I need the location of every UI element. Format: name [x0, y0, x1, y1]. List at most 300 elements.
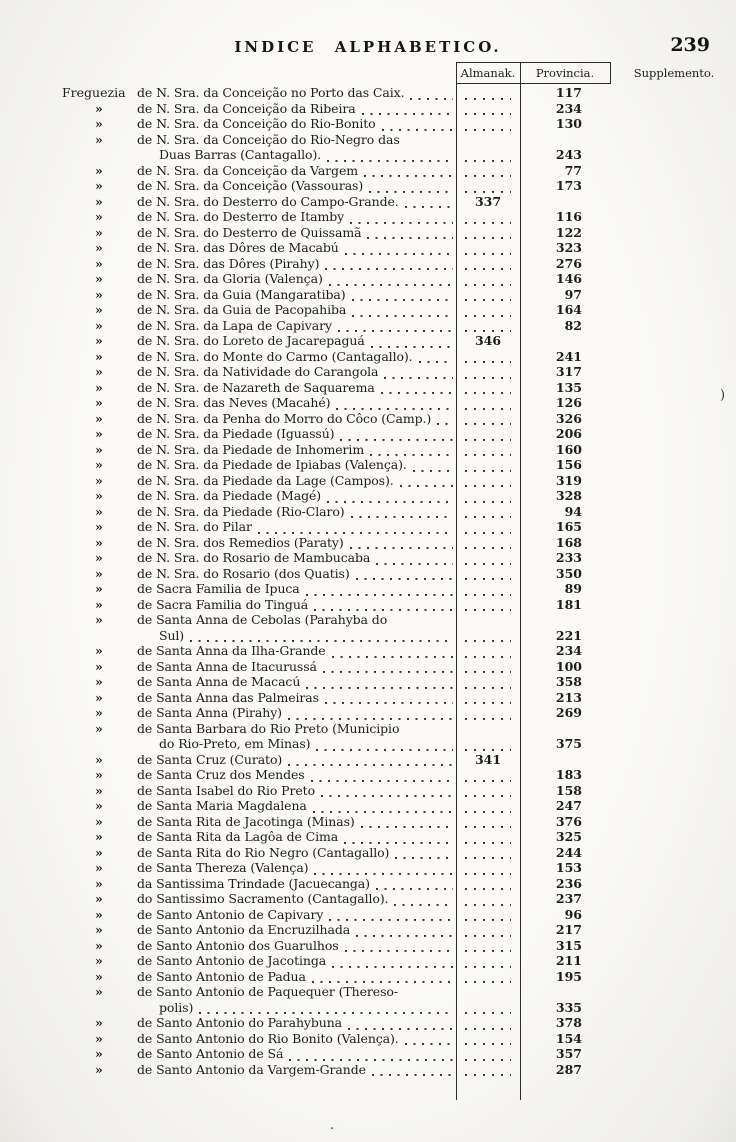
provincia-value: 181 [555, 596, 582, 612]
entry-line-text: de Santa Anna de Itacurussá [137, 658, 317, 674]
almanak-value [456, 969, 520, 985]
entry-line [137, 519, 456, 535]
dot-leader [437, 414, 453, 426]
ditto-mark: » [95, 317, 103, 333]
dot-leader [413, 461, 453, 473]
almanak-empty-dots [465, 585, 511, 597]
almanak-empty-dots [465, 631, 511, 643]
provincia-value: 158 [555, 782, 582, 798]
entry-line-text: de N. Sra. da Guia (Mangaratiba) [137, 286, 346, 302]
almanak-value [456, 178, 520, 194]
almanak-value [456, 550, 520, 566]
dot-leader [314, 864, 453, 876]
entry-line [137, 178, 456, 194]
ditto-mark: » [95, 193, 103, 209]
entry-line-text: de N. Sra. das Neves (Macahé) [137, 395, 331, 410]
entry-line [137, 581, 456, 597]
entry-text [137, 519, 456, 535]
entry-line-continuation [137, 736, 456, 752]
ditto-mark: » [95, 1046, 103, 1061]
index-row [0, 752, 610, 768]
entry-text [137, 860, 456, 876]
almanak-value [456, 783, 520, 799]
ditto-mark: » [95, 565, 103, 581]
dot-leader [325, 693, 453, 705]
ditto-mark: » [95, 705, 103, 720]
index-row [0, 907, 610, 923]
provincia-value: 358 [555, 674, 582, 689]
dot-leader [369, 182, 453, 194]
entry-line [137, 240, 456, 256]
entry-line [137, 271, 456, 287]
table-header-spacer [0, 64, 456, 82]
entry-line [137, 132, 456, 148]
entry-text [137, 783, 456, 799]
dot-leader [352, 290, 454, 302]
ditto-mark: » [95, 302, 103, 317]
index-row [0, 85, 610, 101]
index-row [0, 659, 610, 675]
provincia-value [520, 333, 610, 349]
provincia-value: 160 [555, 441, 582, 457]
entry-text [137, 411, 456, 427]
almanak-empty-dots [465, 182, 511, 194]
almanak-empty-dots [465, 972, 511, 984]
entry-line [137, 1062, 456, 1078]
provincia-value: 77 [564, 162, 582, 178]
entry-line-text: polis) [159, 999, 194, 1015]
entry-line-text: de N. Sra. da Natividade do Carangola [137, 364, 379, 379]
provincia-value: 135 [555, 379, 582, 395]
index-row [0, 674, 610, 690]
entry-text [137, 287, 456, 303]
almanak-empty-dots [465, 693, 511, 705]
ditto-mark: » [95, 596, 103, 612]
ditto-mark: » [95, 441, 103, 457]
index-row [0, 597, 610, 613]
index-row [0, 426, 610, 442]
ditto-mark: » [95, 829, 103, 844]
almanak-empty-dots [465, 321, 511, 333]
entry-text [137, 349, 456, 365]
index-row [0, 302, 610, 318]
entry-line [137, 674, 456, 690]
index-row [0, 116, 610, 132]
ditto-mark: » [95, 255, 103, 271]
almanak-empty-dots [465, 538, 511, 550]
entry-line [137, 101, 456, 117]
almanak-empty-dots [465, 1050, 511, 1062]
ditto-mark: » [95, 379, 103, 395]
entry-line-text: de Santa Anna de Macacú [137, 674, 301, 689]
entry-text [137, 225, 456, 241]
ditto-mark: » [95, 782, 103, 798]
entry-line [137, 380, 456, 396]
entry-line-text: de N. Sra. dos Remedios (Paraty) [137, 534, 344, 550]
almanak-empty-dots [465, 151, 511, 163]
ditto-mark: » [95, 906, 103, 922]
entry-line-text: de N. Sra. da Conceição da Ribeira [137, 100, 356, 116]
entry-line [137, 566, 456, 582]
provincia-value: 94 [564, 503, 582, 519]
entry-line-text: de Santo Antonio da Encruzilhada [137, 922, 351, 937]
entry-line-text: do Rio-Preto, em Minas) [159, 736, 311, 751]
almanak-value [456, 85, 520, 101]
index-row [0, 535, 610, 551]
entry-text [137, 845, 456, 861]
dot-leader [314, 600, 453, 612]
provincia-value: 319 [555, 472, 582, 488]
almanak-value [456, 318, 520, 334]
dot-leader [313, 802, 453, 814]
entry-line [137, 1015, 456, 1031]
entry-line-text: de Sacra Familia de Ipuca [137, 581, 300, 596]
entry-text [137, 566, 456, 582]
entry-line [137, 116, 456, 132]
almanak-value [456, 721, 520, 752]
entry-text [137, 535, 456, 551]
almanak-value [456, 659, 520, 675]
provincia-value: 221 [555, 627, 582, 643]
dot-leader [376, 554, 453, 566]
row-heading: Freguezia [62, 85, 126, 100]
entry-line-text: de N. Sra. da Conceição (Vassouras) [137, 178, 364, 193]
entry-text [137, 473, 456, 489]
index-row [0, 395, 610, 411]
dot-leader [345, 244, 453, 256]
entry-line-text: de Santa Isabel do Rio Preto [137, 782, 316, 798]
entry-line-text: de N. Sra. da Conceição no Porto das Caix. [137, 85, 405, 100]
almanak-value [456, 814, 520, 830]
entry-line [137, 318, 456, 334]
dot-leader [395, 848, 453, 860]
entry-text [137, 829, 456, 845]
entry-text [137, 457, 456, 473]
almanak-empty-dots [465, 523, 511, 535]
entry-line-text: de Santa Maria Magdalena [137, 798, 307, 813]
almanak-value: 341 [474, 751, 502, 767]
almanak-value [456, 302, 520, 318]
provincia-value: 97 [564, 286, 582, 302]
entry-line [137, 535, 456, 551]
almanak-empty-dots [465, 290, 511, 302]
dot-leader [382, 120, 453, 132]
provincia-value: 376 [555, 813, 582, 829]
entry-line [137, 845, 456, 861]
entry-text [137, 442, 456, 458]
almanak-empty-dots [465, 306, 511, 318]
entry-line-text: de N. Sra. da Piedade de Inhomerim [137, 441, 365, 457]
entry-line-text: da Santissima Trindade (Jacuecanga) [137, 875, 370, 891]
ditto-mark: » [95, 426, 103, 441]
almanak-empty-dots [465, 89, 511, 101]
provincia-value: 375 [555, 736, 582, 751]
entry-text [137, 256, 456, 272]
almanak-value [456, 581, 520, 597]
entry-line-text: de N. Sra. do Rosario (dos Quatis) [137, 565, 350, 581]
almanak-value [456, 209, 520, 225]
entry-text [137, 643, 456, 659]
entry-line-text: de Santo Antonio de Paquequer (Thereso- [137, 984, 398, 999]
almanak-value [456, 922, 520, 938]
index-row [0, 457, 610, 473]
index-row [0, 612, 610, 643]
almanak-empty-dots [465, 1003, 511, 1015]
provincia-value: 269 [555, 705, 582, 720]
entry-text [137, 814, 456, 830]
entry-line-text: de Santa Thereza (Valença) [137, 860, 309, 875]
provincia-value: 116 [555, 209, 582, 224]
index-row [0, 984, 610, 1015]
entry-line-text: de Santo Antonio de Padua [137, 968, 306, 984]
almanak-value [456, 643, 520, 659]
dot-leader [376, 879, 453, 891]
entry-line [137, 938, 456, 954]
ditto-mark: » [95, 751, 103, 767]
almanak-empty-dots [465, 259, 511, 271]
entry-text [137, 426, 456, 442]
ditto-mark: » [95, 1061, 103, 1077]
index-row [0, 845, 610, 861]
entry-text [137, 721, 456, 752]
almanak-empty-dots [465, 941, 511, 953]
almanak-value [456, 829, 520, 845]
provincia-value: 237 [555, 891, 582, 906]
almanak-value [456, 907, 520, 923]
entry-line [137, 969, 456, 985]
ditto-mark: » [95, 209, 103, 224]
almanak-empty-dots [465, 864, 511, 876]
entry-line-text: de N. Sra. da Conceição da Vargem [137, 162, 358, 178]
almanak-value [456, 597, 520, 613]
entry-line-text: de N. Sra. do Pilar [137, 519, 252, 534]
dot-leader [327, 492, 453, 504]
entry-line [137, 876, 456, 892]
index-row [0, 829, 610, 845]
dot-leader [356, 569, 453, 581]
dot-leader [410, 89, 453, 101]
entry-line-text: de Santa Anna de Cebolas (Parahyba do [137, 612, 388, 627]
column-header-almanak: Almanak. [460, 66, 516, 80]
almanak-empty-dots [465, 275, 511, 287]
index-row [0, 225, 610, 241]
entry-line [137, 907, 456, 923]
index-row [0, 566, 610, 582]
almanak-empty-dots [465, 879, 511, 891]
index-row [0, 922, 610, 938]
table-rule-horizontal-top [456, 62, 611, 63]
index-row [0, 101, 610, 117]
almanak-value [456, 1031, 520, 1047]
almanak-empty-dots [465, 926, 511, 938]
ditto-mark: » [95, 1015, 103, 1030]
almanak-empty-dots [465, 662, 511, 674]
entry-text [137, 209, 456, 225]
dot-leader [350, 538, 453, 550]
ditto-mark: » [95, 844, 103, 860]
provincia-value: 126 [555, 395, 582, 410]
ditto-mark: » [95, 224, 103, 240]
dot-leader [384, 368, 453, 380]
dot-leader [340, 430, 453, 442]
almanak-value [456, 767, 520, 783]
ditto-mark: » [95, 798, 103, 813]
entry-line-text: do Santissimo Sacramento (Cantagallo). [137, 891, 389, 906]
almanak-value [456, 519, 520, 535]
provincia-value: 357 [555, 1046, 582, 1061]
almanak-empty-dots [465, 383, 511, 395]
entry-line [137, 783, 456, 799]
entry-line-text: de N. Sra. do Loreto de Jacarepaguá [137, 333, 365, 348]
entry-line-text: de N. Sra. da Piedade (Iguassú) [137, 426, 335, 441]
index-row [0, 814, 610, 830]
entry-line [137, 1031, 456, 1047]
provincia-value: 323 [555, 240, 582, 255]
dot-leader [288, 755, 453, 767]
entry-line [137, 752, 456, 768]
almanak-value [456, 488, 520, 504]
index-row [0, 705, 610, 721]
dot-leader [361, 817, 453, 829]
dot-leader [381, 383, 453, 395]
entry-line [137, 891, 456, 907]
entry-line-text: de N. Sra. da Piedade (Magé) [137, 488, 322, 503]
almanak-empty-dots [465, 647, 511, 659]
entry-line [137, 504, 456, 520]
entry-line-text: de Santa Cruz dos Mendes [137, 767, 305, 782]
ditto-mark: » [95, 178, 103, 193]
provincia-value: 100 [555, 658, 582, 674]
page-number: 239 [670, 34, 710, 56]
ditto-mark: » [95, 643, 103, 658]
dot-leader [394, 895, 453, 907]
column-header-provincia: Provincia. [535, 66, 595, 80]
almanak-value [456, 442, 520, 458]
dot-leader [371, 337, 453, 349]
ditto-mark: » [95, 472, 103, 488]
entry-line-text: de Sacra Familia do Tinguá [137, 596, 309, 612]
entry-line [137, 721, 456, 737]
almanak-empty-dots [465, 104, 511, 116]
almanak-value [456, 101, 520, 117]
provincia-value: 244 [555, 844, 582, 860]
ditto-mark: » [95, 922, 103, 937]
index-row [0, 209, 610, 225]
dot-leader [364, 166, 453, 178]
provincia-value: 325 [555, 829, 582, 844]
entry-text [137, 116, 456, 132]
index-row [0, 581, 610, 597]
entry-text [137, 488, 456, 504]
scan-artifact: . [330, 1118, 335, 1133]
almanak-empty-dots [465, 554, 511, 566]
ditto-mark: » [95, 612, 103, 627]
entry-line-text: de N. Sra. da Piedade de Ipiabas (Valença). [137, 457, 407, 472]
index-row [0, 178, 610, 194]
provincia-value: 328 [555, 488, 582, 503]
dot-leader [190, 631, 453, 643]
ditto-mark: » [95, 271, 103, 286]
almanak-empty-dots [465, 213, 511, 225]
almanak-value [456, 984, 520, 1015]
entry-line-text: de N. Sra. do Desterro de Itamby [137, 209, 345, 224]
index-row [0, 364, 610, 380]
almanak-value [456, 504, 520, 520]
provincia-value: 96 [564, 906, 582, 922]
ditto-mark: » [95, 488, 103, 503]
almanak-empty-dots [465, 771, 511, 783]
dot-leader [367, 228, 453, 240]
dot-leader [344, 833, 453, 845]
entry-line [137, 767, 456, 783]
entry-line [137, 209, 456, 225]
entry-text [137, 1015, 456, 1031]
index-row [0, 349, 610, 365]
provincia-value: 287 [555, 1061, 582, 1077]
almanak-empty-dots [465, 786, 511, 798]
almanak-value [456, 1015, 520, 1031]
entry-line-text: de Santa Cruz (Curato) [137, 751, 283, 767]
provincia-value [520, 194, 610, 210]
entry-line [137, 85, 456, 101]
index-table-body [0, 85, 610, 1077]
provincia-value [520, 752, 610, 768]
index-row [0, 132, 610, 163]
entry-line [137, 333, 456, 349]
entry-text [137, 550, 456, 566]
index-row [0, 488, 610, 504]
provincia-value: 211 [555, 953, 582, 968]
ditto-mark: » [95, 116, 103, 131]
entry-text [137, 333, 456, 349]
almanak-value [456, 535, 520, 551]
entry-text [137, 302, 456, 318]
almanak-value [456, 225, 520, 241]
entry-line [137, 302, 456, 318]
provincia-value: 130 [555, 116, 582, 131]
almanak-empty-dots [465, 802, 511, 814]
ditto-mark: » [95, 162, 103, 178]
dot-leader [312, 972, 453, 984]
almanak-empty-dots [465, 492, 511, 504]
entry-text [137, 380, 456, 396]
entry-line-text: de Santo Antonio da Vargem-Grande [137, 1061, 366, 1077]
entry-text [137, 876, 456, 892]
entry-text [137, 938, 456, 954]
entry-line-text: de Santo Antonio do Parahybuna [137, 1015, 343, 1030]
entry-line [137, 349, 456, 365]
ditto-mark: » [95, 519, 103, 534]
dot-leader [311, 771, 453, 783]
entry-text [137, 163, 456, 179]
index-row [0, 411, 610, 427]
almanak-value [456, 116, 520, 132]
almanak-empty-dots [465, 228, 511, 240]
provincia-value: 146 [555, 271, 582, 286]
index-row [0, 473, 610, 489]
almanak-empty-dots [465, 1034, 511, 1046]
index-row [0, 271, 610, 287]
entry-line-text: de Santa Rita de Jacotinga (Minas) [137, 813, 355, 829]
scan-artifact: ) [720, 388, 726, 403]
provincia-value: 233 [555, 550, 582, 565]
dot-leader [350, 213, 453, 225]
provincia-value: 154 [555, 1030, 582, 1046]
entry-line-text: de Santa Anna da Ilha-Grande [137, 643, 326, 658]
dot-leader [327, 151, 453, 163]
index-row [0, 783, 610, 799]
ditto-mark: » [95, 395, 103, 410]
